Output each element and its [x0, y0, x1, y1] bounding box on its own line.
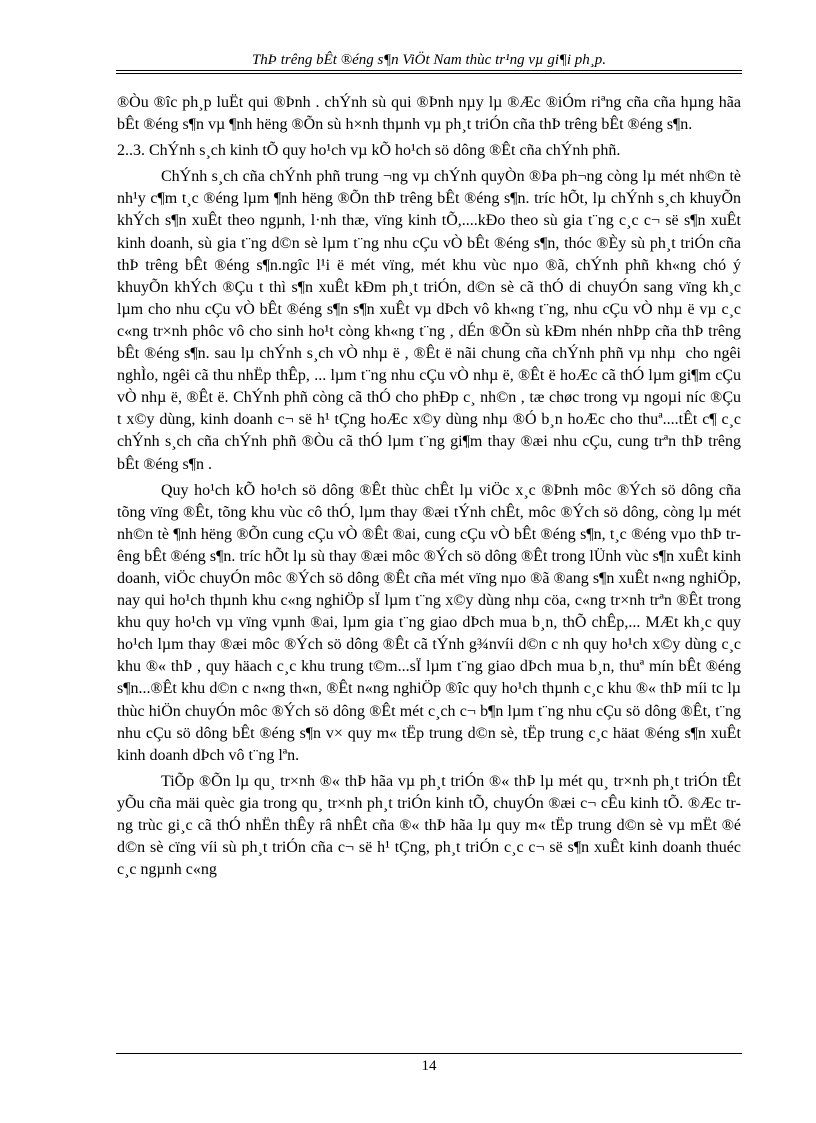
paragraph-urbanization: TiÕp ®Õn lµ qu¸ tr×nh ®« thÞ hãa vµ ph¸t triÓn ®« thÞ lµ mét qu¸ tr×nh ph¸t triÓn tÊt yÕu cña mäi quèc gia trong qu¸ tr×nh ph¸t triÓn kinh tÕ, chuyÓn ®æi c¬ cÊu kinh tÕ. ®Æc trng trùc gi¸c cã thÓ nhËn thÊy râ nhÊt cña ®« thÞ hãa lµ quy m« tËp trung d©n sè vµ mËt ®é d©n sè cïng víi sù ph¸t triÓn cña c¬ së h¹ tÇng, ph¸t triÓn c¸c c¬ së s¶n xuÊt kinh doanh thuéc c¸c ngµnh c«ng [117, 772, 741, 879]
paragraph-land-use-planning: Quy ho¹ch kÕ ho¹ch sö dông ®Êt thùc chÊt lµ viÖc x¸c ®Þnh môc ®Ých sö dông cña tõng vïng ®Êt, tõng khu vùc cô thÓ, lµm thay ®æi tÝnh chÊt, môc ®Ých sö dông, còng lµ mét nh©n tè ¶nh hëng ®Õn cung cÇu vÒ ®Êt ®ai, cung cÇu vÒ bÊt ®éng s¶n, t¸c ®éng vµo thÞ trêng bÊt ®éng s¶n. tríc hÕt lµ sù thay ®æi môc ®Ých sö dông ®Êt trong lÜnh vùc s¶n xuÊt kinh doanh, viÖc chuyÓn môc ®Ých sö dông ®Êt cña mét vïng nµo ®ã ®ang s¶n xuÊt n«ng nghiÖp, nay qui ho¹ch thµnh khu c«ng nghiÖp sÏ lµm t¨ng x©y dùng nhµ cöa, c«ng tr×nh trªn ®Êt trong khu quy ho¹ch vµ vïng vµnh ®ai, lµm gia t¨ng giao dÞch mua b¸n, thÕ chÊp,... MÆt kh¸c quy ho¹ch lµm thay ®æi môc ®Ých sö dông ®Êt cã tÝnh g¾nvíi d©n c nh quy ho¹ch x©y dùng c¸c khu ®« thÞ , quy häach c¸c khu trung t©m...sÏ lµm t¨ng giao dÞch mua b¸n, thuª mín bÊt ®éng s¶n...®Êt khu d©n c n«ng th«n, ®Êt n«ng nghiÖp ®îc quy ho¹ch thµnh c¸c khu ®« thÞ míi tc lµ thùc hiÖn chuyÓn môc ®Ých sö dông ®Êt mét c¸ch c¬ b¶n lµm t¨ng nhu cÇu sö dông ®Êt, t¨ng nhu cÇu sö dông bÊt ®éng s¶n v× quy m« tËp trung d©n sè, tËp trung c¸c häat ®éng s¶n xuÊt kinh doanh dÞch vô t¨ng lªn. [117, 481, 741, 764]
page-header-title: ThÞ trêng bÊt ®éng s¶n ViÖt Nam thùc tr¹ng vµ gi¶i ph¸p. [251, 52, 607, 68]
section-heading: 2..3. ChÝnh s¸ch kinh tÕ quy ho¹ch vµ kÕ ho¹ch sö dông ®Êt cña chÝnh phñ. [117, 142, 621, 160]
document-body [117, 92, 741, 885]
page-number: 14 [421, 1058, 437, 1074]
paragraph-government-policy: ChÝnh s¸ch cña chÝnh phñ trung ¬ng vµ chÝnh quyÒn ®Þa ph¬ng còng lµ mét nh©n tè nh¹y c¶m t¸c ®éng lµm ¶nh hëng ®Õn thÞ trêng bÊt ®éng s¶n. tríc hÕt, lµ chÝnh s¸ch khuyÕn khÝch s¶n xuÊt theo ngµnh, l·nh thæ, vïng kinh tÕ,....kÐo theo sù gia t¨ng c¸c c¬ së s¶n xuÊt kinh doanh, sù gia t¨ng d©n sè lµm t¨ng nhu cÇu vÒ bÊt ®éng s¶n, thóc ®Èy sù ph¸t triÓn cña thÞ trêng bÊt ®éng s¶n.ngîc l¹i ë mét vïng, mét khu vùc nµo ®ã, chÝnh phñ kh«ng chó ý khuyÕn khÝch ®Çu t thì s¶n xuÊt kÐm ph¸t triÓn, d©n sè cã thÓ di chuyÓn sang vïng kh¸c lµm cho nhu cÇu vÒ bÊt ®éng s¶n s¶n xuÊt vµ dÞch vô kh«ng t¨ng, nhu cÇu vÒ nhµ ë vµ c¸c c«ng tr×nh phôc vô cho sinh ho¹t còng kh«ng t¨ng , dÉn ®Õn sù kÐm nhén nhÞp cña thÞ trêng bÊt ®éng s¶n. sau lµ chÝnh s¸ch vÒ nhµ ë , ®Êt ë nãi chung cña chÝnh phñ vµ nhµ cho ngêi nghÌo, ngêi cã thu nhËp thÊp, ... lµm t¨ng nhu cÇu vÒ nhµ ë, ®Êt ë hoÆc cã thÓ lµm gi¶m cÇu vÒ nhµ ë, ®Êt ë. ChÝnh phñ còng cã thÓ cho phÐp c¸ nh©n , tæ chøc trong vµ ngoµi níc ®Çu t x©y dùng, kinh doanh c¬ së h¹ tÇng hoÆc x©y dùng nhµ ®Ó b¸n hoÆc cho thuª....tÊt c¶ c¸c chÝnh s¸ch cña chÝnh phñ ®Òu cã thÓ lµm t¨ng gi¶m thay ®æi nhu cÇu, cung trªn thÞ trêng bÊt ®éng s¶n . [117, 168, 741, 473]
paragraph-continuation: ®Òu ®îc ph¸p luËt qui ®Þnh . chÝnh sù qui ®Þnh nµy lµ ®Æc ®iÓm riªng cña cña hµng hãa bÊt ®éng s¶n vµ ¶nh hëng ®Õn sù h×nh thµnh vµ ph¸t triÓn cña thÞ trêng bÊt ®éng s¶n. [117, 94, 741, 134]
header-rule-double [116, 73, 742, 74]
footer-rule [116, 1053, 742, 1054]
header-rule [116, 70, 742, 71]
